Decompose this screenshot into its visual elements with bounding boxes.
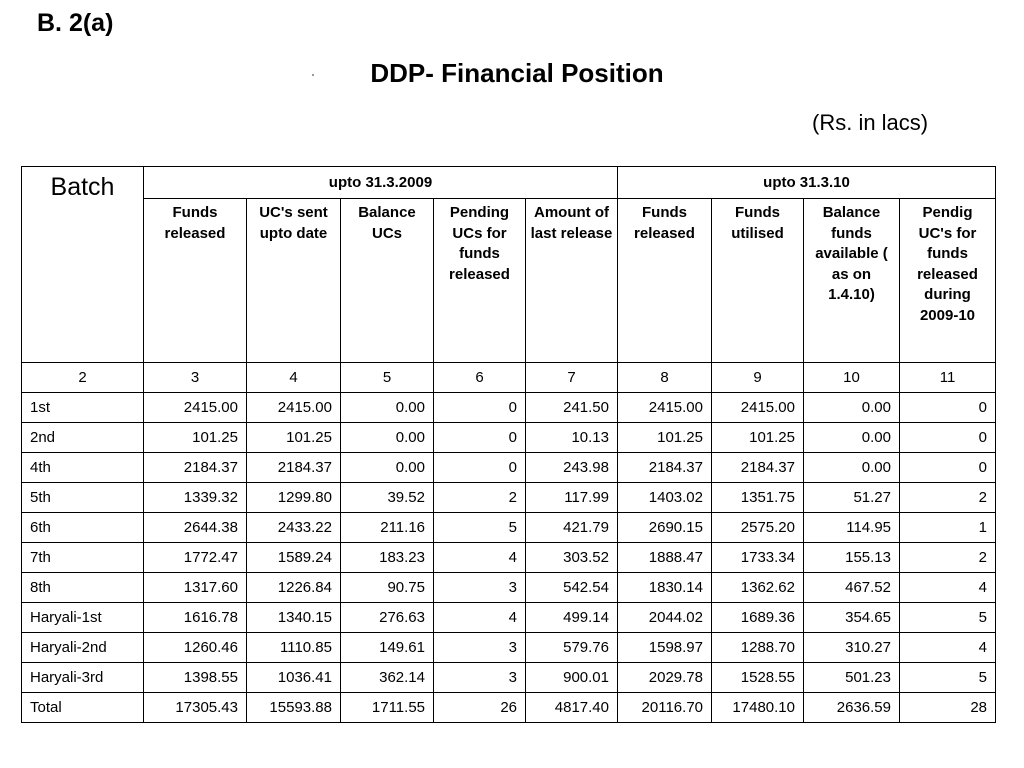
value-cell: 1528.55 <box>712 663 804 693</box>
value-cell: 501.23 <box>804 663 900 693</box>
value-cell: 579.76 <box>526 633 618 663</box>
col-balance-funds: Balance funds available ( as on 1.4.10) <box>804 199 900 363</box>
value-cell: 900.01 <box>526 663 618 693</box>
value-cell: 2184.37 <box>247 453 341 483</box>
table-row <box>22 633 996 663</box>
column-number: 6 <box>434 363 526 393</box>
value-cell: 0.00 <box>804 423 900 453</box>
value-cell: 1288.70 <box>712 633 804 663</box>
value-cell: 2 <box>900 543 996 573</box>
value-cell: 1362.62 <box>712 573 804 603</box>
value-cell: 499.14 <box>526 603 618 633</box>
table-row <box>22 543 996 573</box>
batch-cell: Haryali-1st <box>22 603 144 633</box>
column-number-row <box>22 363 996 393</box>
value-cell: 1733.34 <box>712 543 804 573</box>
value-cell: 149.61 <box>341 633 434 663</box>
section-id: B. 2(a) <box>37 9 114 37</box>
units-note: (Rs. in lacs) <box>812 110 929 135</box>
batch-cell: Haryali-2nd <box>22 633 144 663</box>
value-cell: 5 <box>434 513 526 543</box>
value-cell: 0 <box>900 423 996 453</box>
value-cell: 1299.80 <box>247 483 341 513</box>
value-cell: 10.13 <box>526 423 618 453</box>
value-cell: 101.25 <box>712 423 804 453</box>
value-cell: 0 <box>900 453 996 483</box>
value-cell: 101.25 <box>247 423 341 453</box>
value-cell: 1711.55 <box>341 693 434 723</box>
col-funds-utilised: Funds utilised <box>712 199 804 363</box>
value-cell: 1351.75 <box>712 483 804 513</box>
value-cell: 2184.37 <box>712 453 804 483</box>
value-cell: 0.00 <box>341 393 434 423</box>
column-number: 8 <box>618 363 712 393</box>
value-cell: 0.00 <box>341 453 434 483</box>
value-cell: 117.99 <box>526 483 618 513</box>
value-cell: 3 <box>434 573 526 603</box>
value-cell: 1616.78 <box>144 603 247 633</box>
value-cell: 2415.00 <box>247 393 341 423</box>
value-cell: 243.98 <box>526 453 618 483</box>
value-cell: 2415.00 <box>618 393 712 423</box>
value-cell: 28 <box>900 693 996 723</box>
value-cell: 101.25 <box>144 423 247 453</box>
value-cell: 1689.36 <box>712 603 804 633</box>
value-cell: 1339.32 <box>144 483 247 513</box>
value-cell: 2184.37 <box>618 453 712 483</box>
batch-cell: 4th <box>22 453 144 483</box>
batch-cell: 7th <box>22 543 144 573</box>
value-cell: 2 <box>434 483 526 513</box>
value-cell: 4817.40 <box>526 693 618 723</box>
column-number: 10 <box>804 363 900 393</box>
value-cell: 0 <box>900 393 996 423</box>
col-last-release: Amount of last release <box>526 199 618 363</box>
value-cell: 1830.14 <box>618 573 712 603</box>
column-number: 2 <box>22 363 144 393</box>
col-pending-ucs: Pending UCs for funds released <box>434 199 526 363</box>
group-header-2010: upto 31.3.10 <box>618 167 996 199</box>
table-row <box>22 603 996 633</box>
value-cell: 362.14 <box>341 663 434 693</box>
value-cell: 303.52 <box>526 543 618 573</box>
value-cell: 1403.02 <box>618 483 712 513</box>
value-cell: 17305.43 <box>144 693 247 723</box>
value-cell: 1772.47 <box>144 543 247 573</box>
batch-cell: 1st <box>22 393 144 423</box>
batch-cell: Total <box>22 693 144 723</box>
column-number: 7 <box>526 363 618 393</box>
value-cell: 4 <box>900 573 996 603</box>
value-cell: 4 <box>434 543 526 573</box>
value-cell: 2029.78 <box>618 663 712 693</box>
value-cell: 2044.02 <box>618 603 712 633</box>
value-cell: 467.52 <box>804 573 900 603</box>
value-cell: 51.27 <box>804 483 900 513</box>
value-cell: 114.95 <box>804 513 900 543</box>
value-cell: 1226.84 <box>247 573 341 603</box>
value-cell: 4 <box>900 633 996 663</box>
group-header-row <box>22 167 996 199</box>
value-cell: 310.27 <box>804 633 900 663</box>
batch-cell: 6th <box>22 513 144 543</box>
col-funds-released-2009: Funds released <box>144 199 247 363</box>
value-cell: 211.16 <box>341 513 434 543</box>
column-header-row <box>22 199 996 363</box>
value-cell: 0.00 <box>804 453 900 483</box>
value-cell: 241.50 <box>526 393 618 423</box>
value-cell: 2636.59 <box>804 693 900 723</box>
value-cell: 1888.47 <box>618 543 712 573</box>
value-cell: 17480.10 <box>712 693 804 723</box>
value-cell: 1 <box>900 513 996 543</box>
value-cell: 3 <box>434 663 526 693</box>
table-row <box>22 513 996 543</box>
value-cell: 5 <box>900 663 996 693</box>
page-title: DDP- Financial Position <box>370 58 664 88</box>
table-row <box>22 453 996 483</box>
value-cell: 20116.70 <box>618 693 712 723</box>
value-cell: 0 <box>434 423 526 453</box>
value-cell: 0.00 <box>804 393 900 423</box>
col-ucs-sent: UC's sent upto date <box>247 199 341 363</box>
value-cell: 101.25 <box>618 423 712 453</box>
value-cell: 421.79 <box>526 513 618 543</box>
total-row <box>22 693 996 723</box>
value-cell: 183.23 <box>341 543 434 573</box>
value-cell: 1598.97 <box>618 633 712 663</box>
batch-header: Batch <box>22 167 144 363</box>
value-cell: 3 <box>434 633 526 663</box>
value-cell: 39.52 <box>341 483 434 513</box>
value-cell: 5 <box>900 603 996 633</box>
value-cell: 2184.37 <box>144 453 247 483</box>
column-number: 3 <box>144 363 247 393</box>
value-cell: 1589.24 <box>247 543 341 573</box>
value-cell: 0 <box>434 453 526 483</box>
table-row <box>22 663 996 693</box>
column-number: 4 <box>247 363 341 393</box>
value-cell: 276.63 <box>341 603 434 633</box>
stray-mark <box>312 74 314 76</box>
financial-position-table <box>21 166 996 723</box>
col-balance-ucs: Balance UCs <box>341 199 434 363</box>
value-cell: 1340.15 <box>247 603 341 633</box>
value-cell: 0 <box>434 393 526 423</box>
column-number: 5 <box>341 363 434 393</box>
value-cell: 2690.15 <box>618 513 712 543</box>
value-cell: 1260.46 <box>144 633 247 663</box>
value-cell: 354.65 <box>804 603 900 633</box>
value-cell: 155.13 <box>804 543 900 573</box>
col-funds-released-2010: Funds released <box>618 199 712 363</box>
table-row <box>22 573 996 603</box>
value-cell: 2415.00 <box>712 393 804 423</box>
table-row <box>22 423 996 453</box>
value-cell: 2415.00 <box>144 393 247 423</box>
value-cell: 2644.38 <box>144 513 247 543</box>
value-cell: 2 <box>900 483 996 513</box>
table-row <box>22 483 996 513</box>
batch-cell: Haryali-3rd <box>22 663 144 693</box>
group-header-2009: upto 31.3.2009 <box>144 167 618 199</box>
col-pending-ucs-2009-10: Pendig UC's for funds released during 2009-10 <box>900 199 996 363</box>
table-row <box>22 393 996 423</box>
value-cell: 1036.41 <box>247 663 341 693</box>
value-cell: 4 <box>434 603 526 633</box>
column-number: 9 <box>712 363 804 393</box>
value-cell: 2433.22 <box>247 513 341 543</box>
value-cell: 90.75 <box>341 573 434 603</box>
batch-cell: 8th <box>22 573 144 603</box>
column-number: 11 <box>900 363 996 393</box>
value-cell: 1110.85 <box>247 633 341 663</box>
value-cell: 2575.20 <box>712 513 804 543</box>
value-cell: 1317.60 <box>144 573 247 603</box>
value-cell: 15593.88 <box>247 693 341 723</box>
value-cell: 0.00 <box>341 423 434 453</box>
batch-cell: 5th <box>22 483 144 513</box>
value-cell: 26 <box>434 693 526 723</box>
value-cell: 542.54 <box>526 573 618 603</box>
batch-cell: 2nd <box>22 423 144 453</box>
value-cell: 1398.55 <box>144 663 247 693</box>
